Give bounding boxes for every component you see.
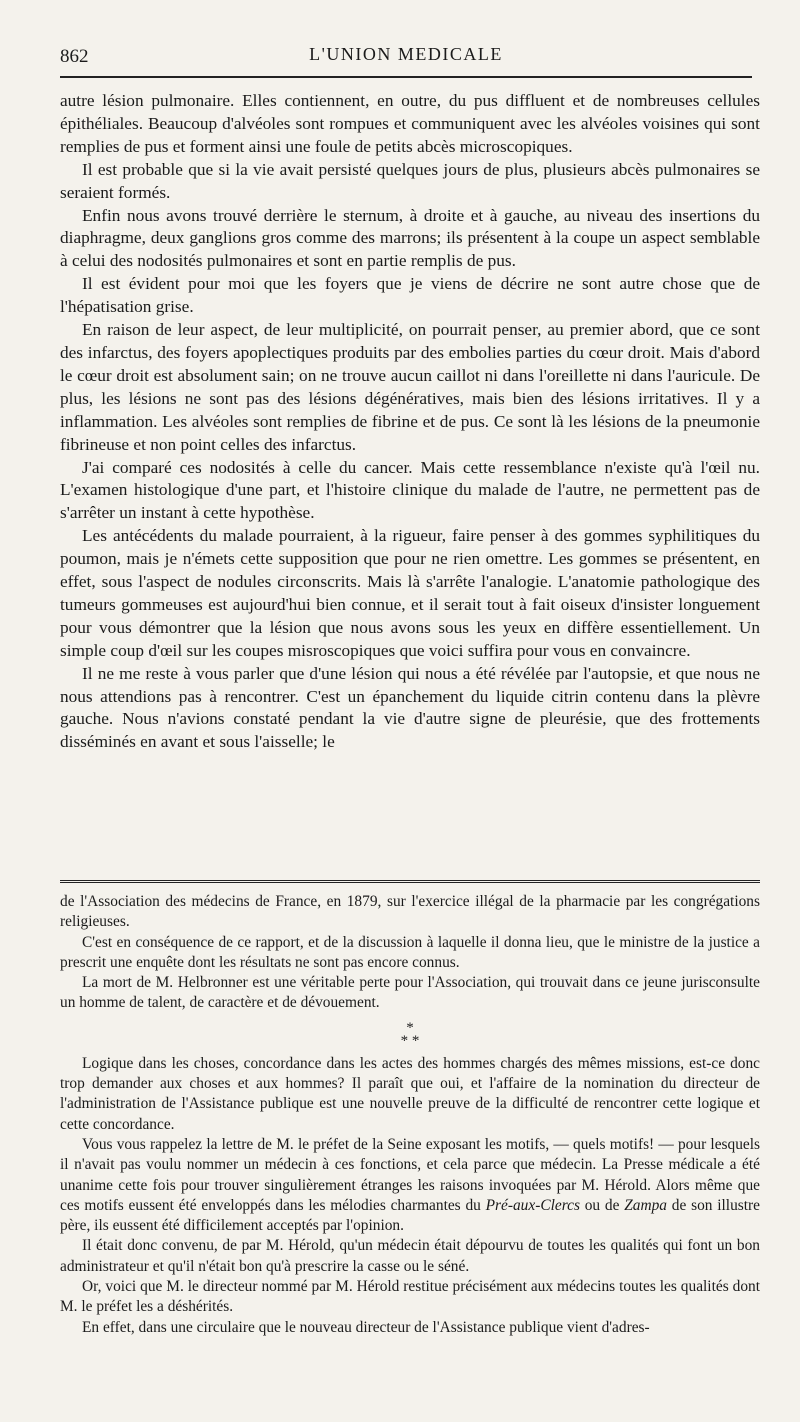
text-run: Vous vous rappelez la lettre de M. le préfet de la Seine exposant les motifs, — quels motifs! — pour lesquels il n'avait pas voulu nommer un médecin à ces fonctions, et cela parce que médecin. La Presse médicale a été unanime cette fois pour trouver singulièrement étranges les raisons invoquées par M. Hérold. Alors même que ces motifs eussent été enveloppés dans les mélodies charmantes du (60, 1135, 760, 1214)
text-run: de son illustre père, ils eussent été difficilement acceptés par l'opinion. (60, 1196, 760, 1235)
feuilleton-paragraph (60, 1135, 760, 1236)
body-paragraph: autre lésion pulmonaire. Elles contiennent, en outre, du pus diffluent et de nombreuses cellules épithéliales. Beaucoup d'alvéoles sont rompues et communiquent avec les alvéoles voisines qui sont remplies de pus et forment ainsi une foule de petits abcès microscopiques. (60, 91, 760, 156)
feuilleton-text (60, 892, 760, 1338)
body-paragraph: Les antécédents du malade pourraient, à la rigueur, faire penser à des gommes syphilitiques du poumon, mais je n'émets cette supposition que pour ne rien omettre. Les gommes se présentent, en effet, sous l'aspect de nodules circonscrits. Mais là s'arrête l'analogie. L'anatomie pathologique des tumeurs gommeuses est aujourd'hui bien connue, et il serait tout à fait oiseux d'insister longuement pour vous démontrer que la lésion que nous avons sous les yeux en diffère essentiellement. Un simple coup d'œil sur les coupes misroscopiques que voici suffira pour vous en convaincre. (60, 526, 760, 660)
asterism-separator (60, 1019, 760, 1049)
feuilleton-paragraph: En effet, dans une circulaire que le nouveau directeur de l'Assistance publique vient d'adres- (82, 1318, 650, 1336)
journal-title: L'UNION MEDICALE (309, 44, 503, 64)
body-paragraph: Enfin nous avons trouvé derrière le sternum, à droite et à gauche, au niveau des insertions du diaphragme, deux ganglions gros comme des marrons; ils présentent à la coupe un aspect semblable à celui des nodosités pulmonaires et sont en partie remplis de pus. (60, 205, 760, 271)
feuilleton-paragraph: Or, voici que M. le directeur nommé par M. Hérold restitue précisément aux médecins toutes les qualités dont M. le préfet les a déshérités. (60, 1278, 760, 1316)
feuilleton-paragraph: Logique dans les choses, concordance dans les actes des hommes chargés des mêmes missions, est-ce donc trop demander aux choses et aux hommes? Il paraît que oui, et l'affaire de la nomination du directeur de l'administration de l'Assistance publique est une nouvelle preuve de la difficulté de rencontrer cette logique et cette concordance. (60, 1054, 760, 1133)
header-rule (60, 76, 752, 78)
body-paragraph: Il est probable que si la vie avait persisté quelques jours de plus, plusieurs abcès pulmonaires se seraient formés. (60, 159, 760, 202)
page-number: 862 (60, 46, 89, 67)
body-paragraph: Il ne me reste à vous parler que d'une lésion qui nous a été révélée par l'autopsie, et que nous ne nous attendions pas à rencontrer. C'est un épanchement du liquide citrin contenu dans la plèvre gauche. Nous n'avions constaté pendant la vie d'autre signe de pleurésie, que des frottements disséminés en avant et sous l'aisselle; le (60, 663, 760, 752)
text-run: ou de (579, 1196, 625, 1214)
body-paragraph: En raison de leur aspect, de leur multiplicité, on pourrait penser, au premier abord, que ce sont des infarctus, des foyers apoplectiques produits par des embolies parties du cœur droit. Mais d'abord le cœur droit est absolument sain; on ne trouve aucun caillot ni dans l'oreillette ni dans l'auricule. De plus, les lésions ne sont pas des lésions dégénératives, mais bien des lésions irritatives. Il y a inflammation. Les alvéoles sont remplies de fibrine et de pus. Ce sont là les lésions de la pneumonie fibrineuse et non point celles des infarctus. (60, 320, 760, 454)
body-paragraph: Il est évident pour moi que les foyers que je viens de décrire ne sont autre chose que de l'hépatisation grise. (60, 274, 760, 317)
feuilleton-paragraph: Il était donc convenu, de par M. Hérold, qu'un médecin était dépourvu de toutes les qualités qui font un bon administrateur et qu'il n'était bon qu'à prescrire la casse ou le séné. (60, 1237, 760, 1275)
main-article-text (60, 90, 760, 754)
opera-title: Zampa (624, 1196, 667, 1214)
opera-title: Pré-aux-Clercs (485, 1196, 580, 1214)
feuilleton-paragraph: de l'Association des médecins de France, en 1879, sur l'exercice illégal de la pharmacie par les congrégations religieuses. (60, 893, 760, 931)
feuilleton-divider (60, 880, 760, 883)
feuilleton-paragraph: C'est en conséquence de ce rapport, et de la discussion à laquelle il donna lieu, que le ministre de la justice a prescrit une enquête dont les résultats ne sont pas encore connus. (60, 933, 760, 971)
asterism-top: * (406, 1019, 414, 1036)
running-header (60, 0, 752, 67)
asterism-bottom: * * (400, 1032, 420, 1049)
feuilleton-paragraph: La mort de M. Helbronner est une véritable perte pour l'Association, qui trouvait dans ce jeune jurisconsulte un homme de talent, de caractère et de dévouement. (60, 974, 760, 1012)
body-paragraph: J'ai comparé ces nodosités à celle du cancer. Mais cette ressemblance n'existe qu'à l'œil nu. L'examen histologique d'une part, et l'histoire clinique du malade de l'autre, ne permettent pas de s'arrêter un instant à cette hypothèse. (60, 457, 760, 523)
